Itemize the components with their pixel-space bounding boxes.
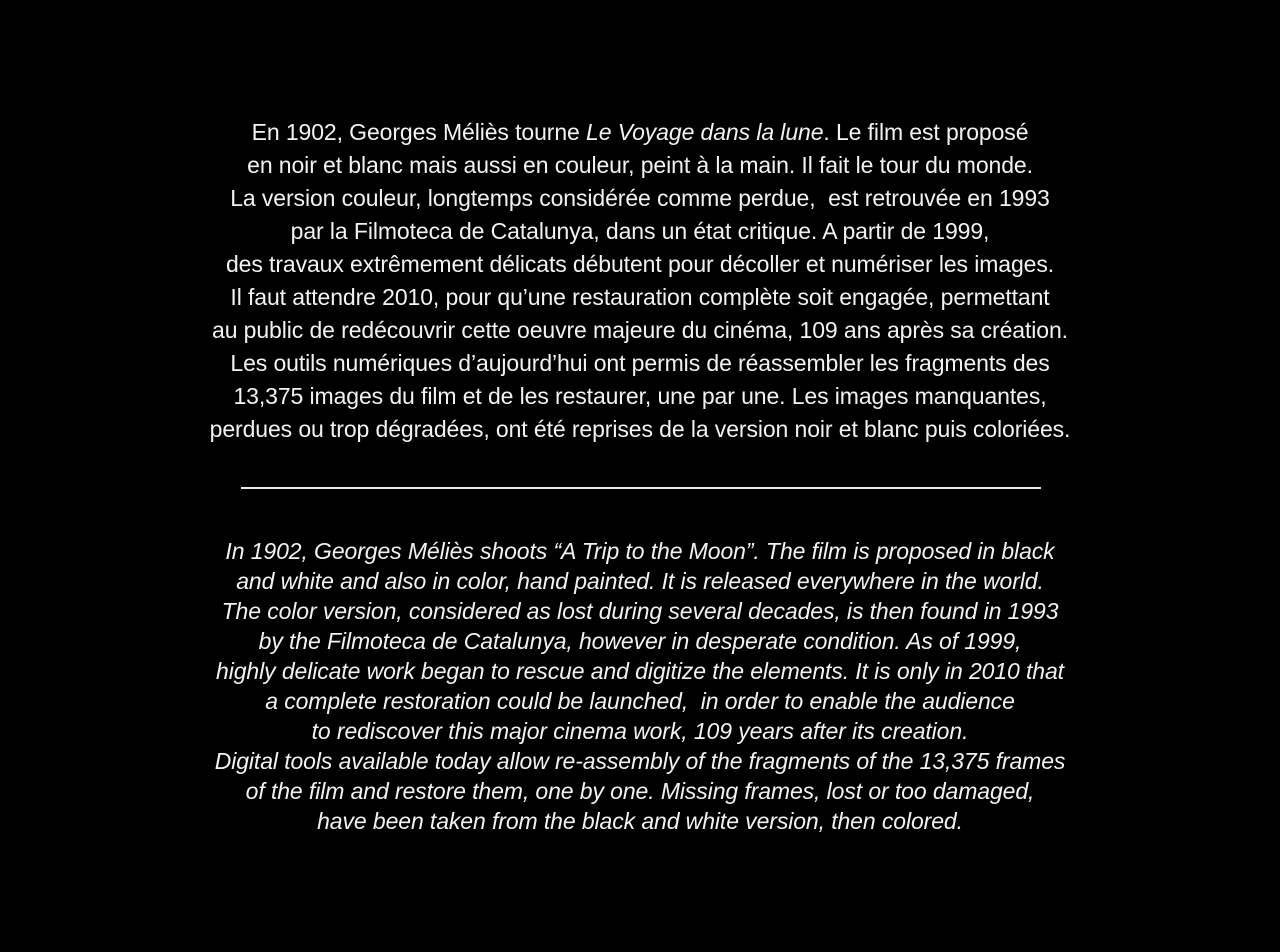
french-text-block xyxy=(0,116,1280,446)
english-line: The color version, considered as lost during several decades, is then found in 1993 xyxy=(221,598,1059,624)
english-line: a complete restoration could be launched, in order to enable the audience xyxy=(265,688,1015,714)
french-line: Il faut attendre 2010, pour qu’une restauration complète soit engagée, permettant xyxy=(230,284,1050,310)
film-title-italic: Le Voyage dans la lune xyxy=(586,119,824,145)
english-line: have been taken from the black and white version, then colored. xyxy=(317,808,963,834)
english-line: Digital tools available today allow re-assembly of the fragments of the 13,375 frames xyxy=(214,748,1066,774)
french-line: en noir et blanc mais aussi en couleur, peint à la main. Il fait le tour du monde. xyxy=(247,152,1033,178)
french-line: par la Filmoteca de Catalunya, dans un état critique. A partir de 1999, xyxy=(290,218,990,244)
section-divider xyxy=(241,487,1041,489)
french-line-prefix: En 1902, Georges Méliès tourne xyxy=(251,119,587,145)
french-line xyxy=(0,116,1280,149)
english-line: by the Filmoteca de Catalunya, however in desperate condition. As of 1999, xyxy=(258,628,1022,654)
french-line: des travaux extrêmement délicats débutent pour décoller et numériser les images. xyxy=(225,251,1055,277)
french-line: 13,375 images du film et de les restaurer, une par une. Les images manquantes, xyxy=(233,383,1047,409)
english-line: highly delicate work began to rescue and digitize the elements. It is only in 2010 that xyxy=(216,658,1064,684)
english-text-block xyxy=(0,536,1280,836)
french-line: Les outils numériques d’aujourd’hui ont permis de réassembler les fragments des xyxy=(230,350,1050,376)
french-line-suffix: . Le film est proposé xyxy=(823,119,1029,145)
french-line: perdues ou trop dégradées, ont été reprises de la version noir et blanc puis coloriées. xyxy=(209,416,1071,442)
french-line: au public de redécouvrir cette oeuvre majeure du cinéma, 109 ans après sa création. xyxy=(212,317,1068,343)
english-line: and white and also in color, hand painted. It is released everywhere in the world. xyxy=(236,568,1044,594)
english-line: of the film and restore them, one by one. Missing frames, lost or too damaged, xyxy=(245,778,1035,804)
french-line: La version couleur, longtemps considérée comme perdue, est retrouvée en 1993 xyxy=(230,185,1050,211)
english-line: In 1902, Georges Méliès shoots “A Trip to the Moon”. The film is proposed in black xyxy=(225,538,1055,564)
english-line: to rediscover this major cinema work, 109 years after its creation. xyxy=(311,718,969,744)
